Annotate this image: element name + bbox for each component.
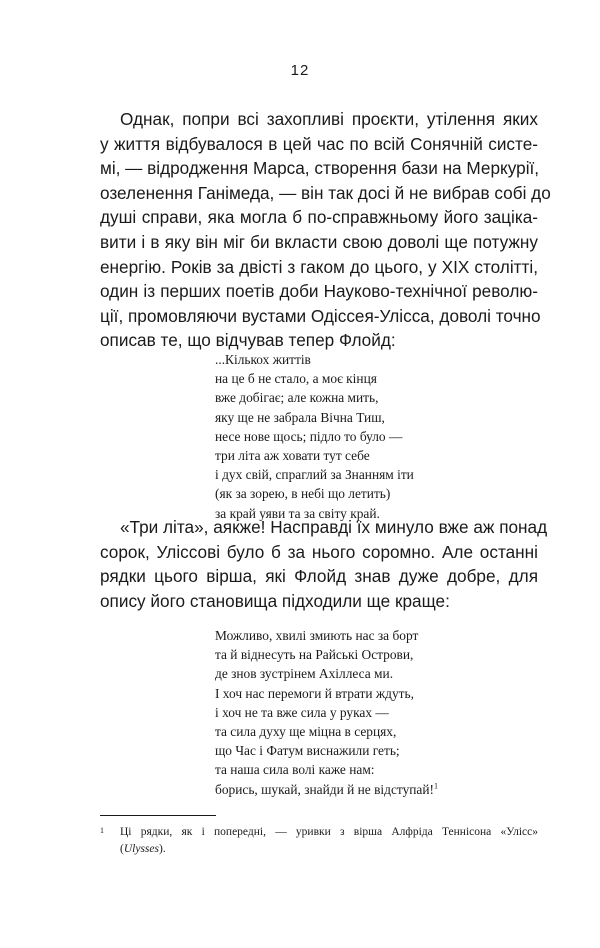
text-line: енергію. Років за двісті з гаком до цього, у XIX столітті, [100,256,538,277]
text-line: вити і в яку він міг би вкласти свою доволі ще потужну [100,231,538,252]
verse-line-last [215,780,438,799]
verse-line: Можливо, хвилі змиють нас за борт [215,628,419,643]
footnote-text [100,824,538,858]
verse-line: що Час і Фатум виснажили геть; [215,743,400,759]
verse-line: та сила духу ще міцна в серцях, [215,724,397,740]
text-line: озеленення Ганімеда, — він так досі й не вибрав собі до [100,182,551,203]
verse-line: яку ще не забрала Вічна Тиш, [215,409,385,425]
text-line: рядки цього вірша, які Флойд знав дуже добре, для [100,566,538,587]
verse-line: І хоч нас перемоги й втрати ждуть, [215,685,414,701]
text-line: опису його становища підходили ще краще: [100,590,450,611]
verse-quote-1 [215,350,414,523]
text-line: у життя відбувалося в цей час по всій Сонячній систе- [100,133,538,154]
footnote-reference[interactable]: 1 [434,781,438,791]
page-number: 12 [290,62,310,79]
verse-quote-2 [215,626,438,799]
footnote-title-italic: Ulysses [123,843,159,855]
verse-line: вже добігає; але кожна мить, [215,390,379,406]
verse-line: та наша сила волі каже нам: [215,762,375,778]
footnote-close: ). [158,843,166,855]
footnote-line: Ці рядки, як і попередні, — уривки з вірша Алфріда Теннісона «Улісс» [120,826,538,838]
text-line: «Три літа», аякже! Насправді їх минуло вже аж понад [120,517,548,537]
verse-line: ...Кількох життів [215,352,311,367]
text-line: ції, промовляючи вустами Одіссея-Улісса, доволі точно [100,305,541,326]
verse-line-text: борись, шукай, знайди й не відступай! [215,781,434,797]
text-line: описав те, що відчував тепер Флойд: [100,330,396,351]
text-line: сорок, Уліссові було б за нього соромно. Але останні [100,541,538,562]
verse-line: несе нове щось; підло то було — [215,428,403,444]
paragraph-2 [100,515,548,613]
text-line: душі справи, яка могла б по-справжньому його заціка- [100,207,538,228]
verse-line: (як за зорею, в небі що летить) [215,486,391,502]
verse-line: та й віднесуть на Райські Острови, [215,647,414,663]
verse-line: за край уяви та за світу край. [215,505,380,521]
footnote-divider [100,815,216,816]
text-line: один із перших поетів доби Науково-технічної револю- [100,281,538,302]
verse-line: три літа аж ховати тут себе [215,448,370,464]
verse-line: на це б не стало, а моє кінця [215,371,377,387]
verse-line: де знов зустрінем Ахіллеса ми. [215,666,394,682]
footnote-mark: 1 [100,826,104,835]
text-line: Однак, попри всі захопливі проєкти, утілення яких [120,109,538,129]
footnote-paren: ( [120,843,124,855]
paragraph-1 [100,107,551,353]
verse-line: і дух свій, спраглий за Знанням іти [215,467,414,483]
verse-line: і хоч не та вже сила у руках — [215,704,389,720]
footnote [100,824,538,858]
text-line: мі, — відродження Марса, створення бази на Меркурії, [100,158,540,179]
footnote-line [120,841,538,858]
